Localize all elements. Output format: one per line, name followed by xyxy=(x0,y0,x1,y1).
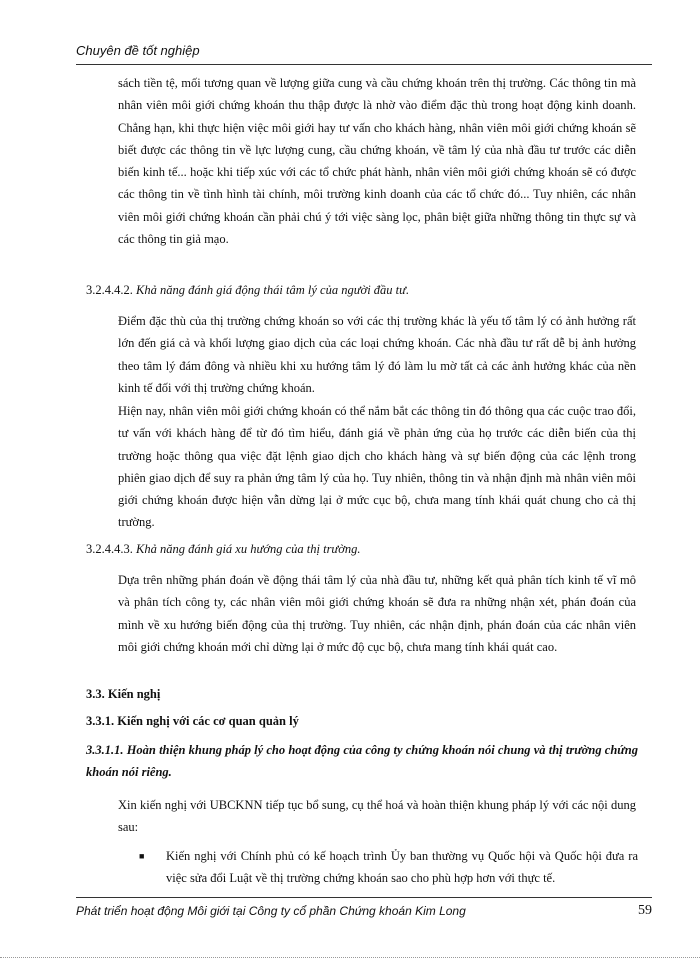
header-rule xyxy=(76,64,652,65)
heading-text: Khả năng đánh giá động thái tâm lý của người đầu tư. xyxy=(136,283,410,297)
page-edge-dotted-rule xyxy=(0,957,700,958)
square-bullet-icon: ■ xyxy=(139,851,145,861)
page-number: 59 xyxy=(638,903,652,918)
running-footer xyxy=(76,904,652,918)
running-header: Chuyên đề tốt nghiệp xyxy=(76,43,200,58)
heading-text: Khả năng đánh giá xu hướng của thị trường. xyxy=(136,542,361,556)
list-item xyxy=(139,845,638,890)
footer-rule xyxy=(76,897,652,898)
footer-title: Phát triển hoạt động Môi giới tại Công ty cổ phần Chứng khoán Kim Long xyxy=(76,904,466,918)
heading-3-3-1: 3.3.1. Kiến nghị với các cơ quan quản lý xyxy=(86,714,299,728)
paragraph-investor-psychology: Điểm đặc thù của thị trường chứng khoán so với các thị trường khác là yếu tố tâm lý có ảnh hưởng rất lớn đến giá cả và khối lượng giao dịch của các loại chứng khoán. Các nhà đầu tư rất dễ bị ảnh hưởng theo tâm lý đám đông và nhiều khi xu hướng tâm lý đó làm lu mờ tất cả các ảnh hưởng khác của nền kinh tế đối với thị trường chứng khoán. xyxy=(118,314,636,395)
list-item-text: Kiến nghị với Chính phủ có kế hoạch trình Ủy ban thường vụ Quốc hội và Quốc hội đưa ra việc sửa đổi Luật về thị trường chứng khoán sao cho phù hợp hơn với thực tế. xyxy=(166,849,638,886)
paragraph-recommendation-intro: Xin kiến nghị với UBCKNN tiếp tục bổ sung, cụ thể hoá và hoàn thiện khung pháp lý với các nội dung sau: xyxy=(118,798,636,835)
paragraph-market-trend: Dựa trên những phán đoán về động thái tâm lý của nhà đầu tư, những kết quả phân tích kinh tế vĩ mô và phân tích công ty, các nhân viên môi giới chứng khoán sẽ đưa ra những nhận xét, phán đoán của mình về xu hướng biến động của thị trường. Tuy nhiên, các nhận định, phán đoán của các nhân viên môi giới chứng khoán mới chỉ dừng lại ở mức độ cục bộ, chưa mang tính khái quát cao. xyxy=(118,573,636,654)
heading-3-3: 3.3. Kiến nghị xyxy=(86,687,161,701)
heading-3-2-4-4-2 xyxy=(86,283,409,298)
heading-3-3-1-1: 3.3.1.1. Hoàn thiện khung pháp lý cho hoạt động của công ty chứng khoán nói chung và thị trường chứng khoán nói riêng. xyxy=(86,743,638,779)
paragraph-market-information: sách tiền tệ, mối tương quan về lượng giữa cung và cầu chứng khoán trên thị trường. Các thông tin mà nhân viên môi giới chứng khoán thu thập được là nhờ vào điểm đặc thù trong hoạt động kinh doanh. Chẳng hạn, khi thực hiện việc môi giới hay tư vấn cho khách hàng, nhân viên môi giới chứng khoán sẽ biết được các thông tin về lực lượng cung, cầu chứng khoán, về tâm lý của nhà đầu tư trước các diễn biến kinh tế... hoặc khi tiếp xúc với các tổ chức phát hành, nhân viên môi giới chứng khoán sẽ có được các thông tin về tình hình tài chính, môi trường kinh doanh của các tổ chức đó... Tuy nhiên, các nhân viên môi giới chứng khoán cần phải chú ý tới việc sàng lọc, phân biệt giữa những thông tin thực sự và các thông tin giả mạo. xyxy=(118,76,636,247)
heading-number: 3.2.4.4.3. xyxy=(86,542,133,556)
heading-number: 3.2.4.4.2. xyxy=(86,283,133,297)
heading-3-2-4-4-3 xyxy=(86,542,361,557)
paragraph-broker-information: Hiện nay, nhân viên môi giới chứng khoán có thể nắm bắt các thông tin đó thông qua các cuộc trao đổi, tư vấn với khách hàng để từ đó tìm hiểu, đánh giá về phản ứng của họ trước các diễn biến của thị trường hoặc thông qua việc đặt lệnh giao dịch cho khách hàng và sự biến động của các lệnh trong phiên giao dịch để suy ra phản ứng tâm lý của họ. Tuy nhiên, thông tin và nhận định mà nhân viên môi giới chứng khoán được hiện vẫn dừng lại ở mức cục bộ, chưa mang tính khái quát chung cho cả thị trường. xyxy=(118,404,636,530)
